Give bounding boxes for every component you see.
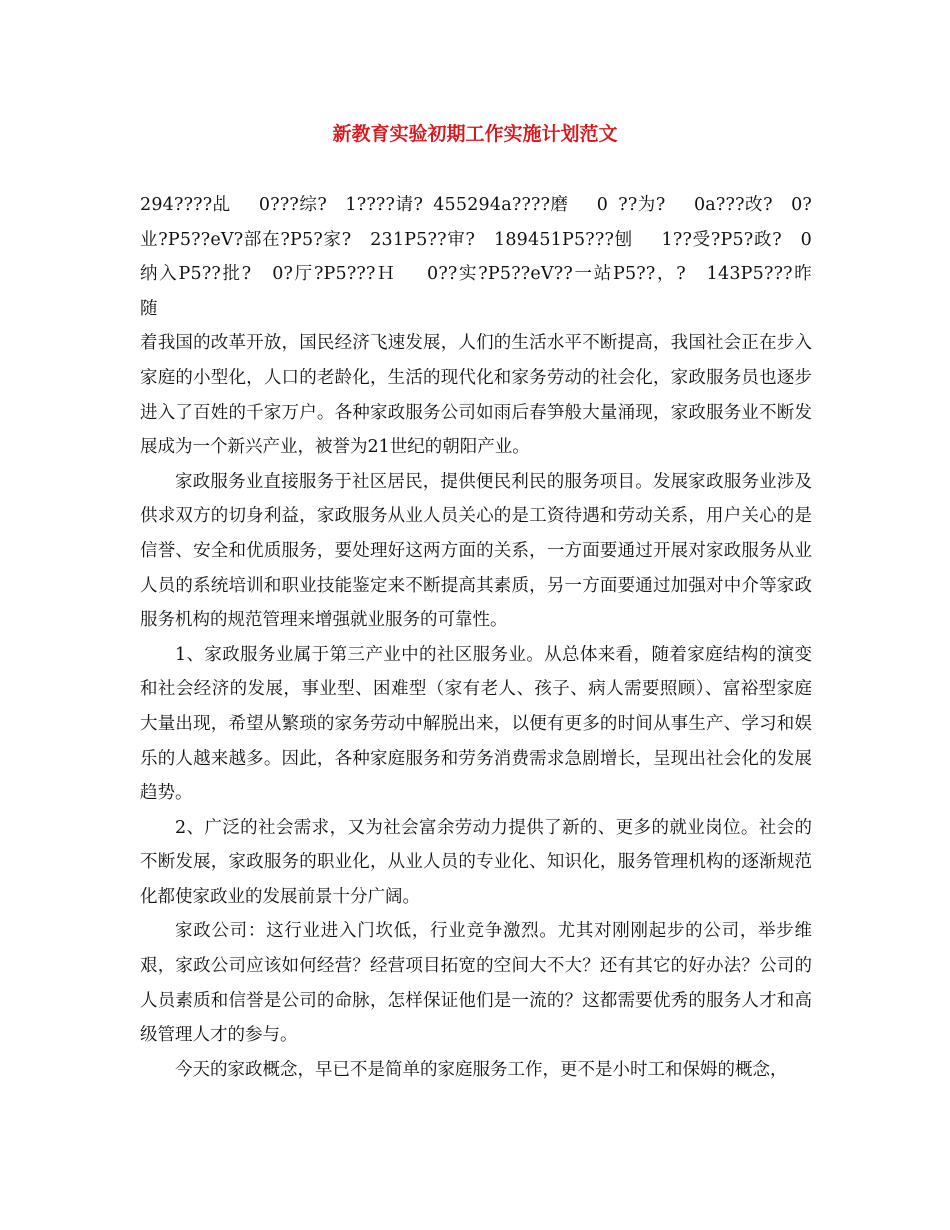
paragraph-6: 今天的家政概念，早已不是简单的家庭服务工作，更不是小时工和保姆的概念， [175, 1059, 788, 1080]
paragraph-2: 家政服务业直接服务于社区居民，提供便民利民的服务项目。发展家政服务业涉及供求双方的切身利益，家政服务从业人员关心的是工资待遇和劳动关系，用户关心的是信誉、安全和优质服务，要处理好这两方面的关系，一方面要通过开展对家政服务从业人员的系统培训和职业技能鉴定来不断提高其素质，另一方面要通过加强对中介等家政服务机构的规范管理来增强就业服务的可靠性。 [140, 471, 812, 631]
paragraph-5: 家政公司：这行业进入门坎低，行业竞争激烈。尤其对刚刚起步的公司，举步维艰，家政公司应该如何经营？经营项目拓宽的空间大不大？还有其它的好办法？公司的人员素质和信誉是公司的命脉，怎样保证他们是一流的？这都需要优秀的服务人才和高级管理人才的参与。 [140, 921, 812, 1046]
paragraph-3: 1、家政服务业属于第三产业中的社区服务业。从总体来看，随着家庭结构的演变和社会经济的发展，事业型、困难型（家有老人、孩子、病人需要照顾）、富裕型家庭大量出现，希望从繁琐的家务劳动中解脱出来，以便有更多的时间从事生产、学习和娱乐的人越来越多。因此，各种家庭服务和劳务消费需求急剧增长，呈现出社会化的发展趋势。 [140, 644, 812, 804]
garbled-intro-text: 294????乩 0???综? 1????请? 455294a????磨 0 ??为? 0a???改? 0?业?P5??eV?部在?P5?家? 231P5??审? 189451P5???刨 1??受?P5?政? 0纳入P5??批? 0?厅?P5???Ｈ 0??实?P5??eV??一站P5??，? 143P5???昨 随 [140, 195, 866, 319]
paragraph-4: 2、广泛的社会需求，又为社会富余劳动力提供了新的、更多的就业岗位。社会的不断发展，家政服务的职业化，从业人员的专业化、知识化，服务管理机构的逐渐规范化都使家政业的发展前景十分广阔。 [140, 817, 812, 907]
document-body [140, 188, 866, 1087]
document-title: 新教育实验初期工作实施计划范文 [332, 123, 618, 145]
paragraph-1: 着我国的改革开放，国民经济飞速发展，人们的生活水平不断提高，我国社会正在步入家庭的小型化，人口的老龄化，生活的现代化和家务劳动的社会化，家政服务员也逐步进入了百姓的千家万户。各种家政服务公司如雨后春笋般大量涌现，家政服务业不断发展成为一个新兴产业，被誉为21世纪的朝阳产业。 [140, 333, 812, 458]
